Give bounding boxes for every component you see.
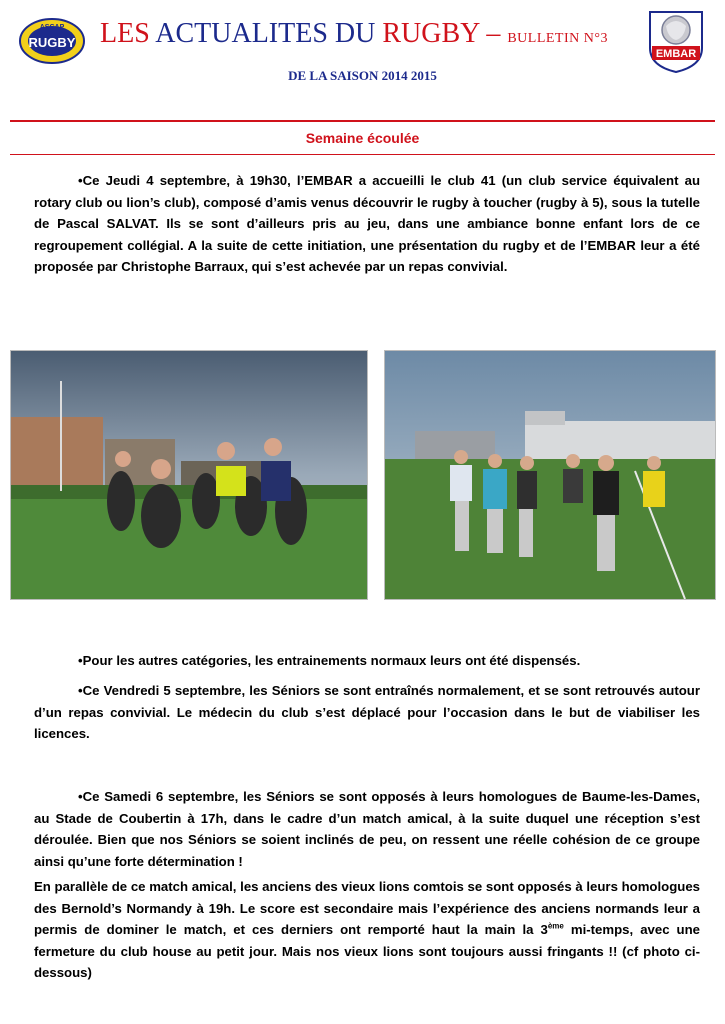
title-les: LES [100, 18, 150, 49]
paragraph-5-part-b: mi-temps, avec une fermeture du club house au petit jour. Mais nos vieux lions sont toujours aussi fringants !! (cf photo ci-dessous) [34, 922, 700, 980]
bulletin-number: BULLETIN N°3 [507, 31, 608, 46]
page-title [100, 18, 630, 50]
photo-training-field [384, 350, 716, 600]
ascap-rugby-logo [18, 14, 86, 66]
paragraph-4: •Ce Samedi 6 septembre, les Séniors se sont opposés à leurs homologues de Baume-les-Dames, au Stade de Coubertin à 17h, dans le cadre d’un match amical, à la suite duquel une réception s’est déroulée. Bien que nos Séniors se soient inclinés de peu, on ressent une réelle cohésion de ce groupe ainsi qu’une forte détermination ! [34, 789, 700, 869]
paragraph-5 [34, 876, 700, 984]
paragraph-3: •Ce Vendredi 5 septembre, les Séniors se sont entraînés normalement, et se sont retrouvés autour d’un repas convivial. Le médecin du club s’est déplacé pour l’occasion dans le but de viabiliser les licences. [34, 683, 700, 741]
section-title: Semaine écoulée [305, 130, 420, 146]
logo-right-text: EMBAR [655, 48, 697, 60]
divider-top [10, 120, 715, 122]
page-subtitle: DE LA SAISON 2014 2015 [288, 68, 437, 83]
photo-touch-rugby-night [10, 350, 368, 600]
paragraph-1: •Ce Jeudi 4 septembre, à 19h30, l’EMBAR a accueilli le club 41 (un club service équivalent au rotary club ou lion’s club), composé d’amis venus découvrir le rugby à toucher (rugby à 5), sous la tutelle de Pascal SALVAT. Ils se sont d’ailleurs pris au jeu, dans une ambiance bonne enfant lors de ce regroupement collégial. A la suite de cette initiation, une présentation du rugby et de l’EMBAR leur a été proposée par Christophe Barraux, qui s’est achevée par un repas convivial. [34, 173, 700, 274]
title-dash: – [486, 18, 501, 49]
title-rugby: RUGBY [382, 18, 480, 49]
paragraph-2: •Pour les autres catégories, les entrainements normaux leurs ont été dispensés. [78, 653, 581, 668]
divider-section [10, 154, 715, 155]
embar-logo [644, 8, 708, 74]
logo-left-top-text: ASCAP [39, 24, 65, 31]
paragraph-5-sup: ème [547, 921, 564, 931]
paragraph-5-part-a: En parallèle de ce match amical, les anciens des vieux lions comtois se sont opposés à leurs homologues des Bernold’s Normandy à 19h. Le score est secondaire mais l’expérience des anciens normands leur a permis de dominer le match, et ces derniers ont remporté haut la main la 3 [34, 879, 700, 937]
logo-left-main-text: RUGBY [28, 35, 76, 50]
title-actualites: ACTUALITES DU [155, 18, 376, 49]
